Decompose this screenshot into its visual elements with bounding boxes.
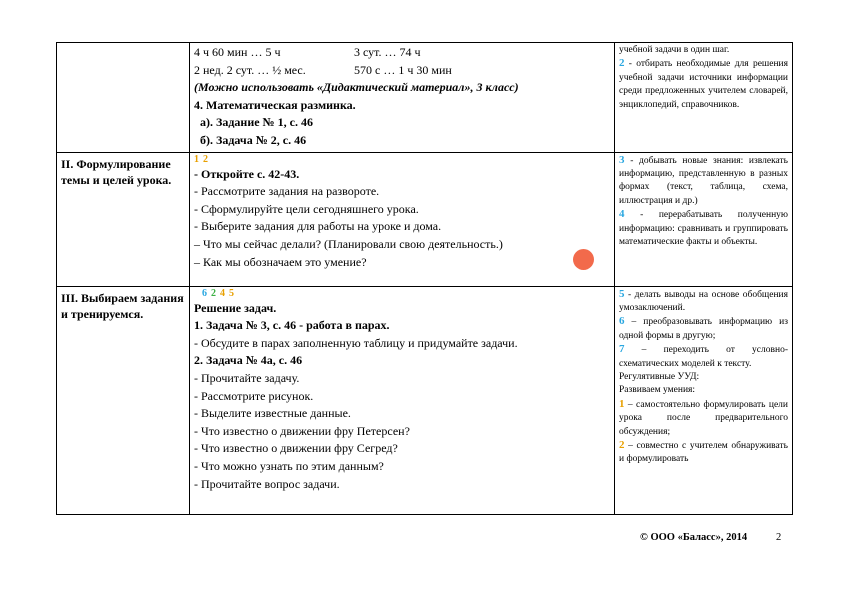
section-heading: Решение задач. bbox=[194, 300, 277, 315]
conversion-line: 2 нед. 2 сут. … ½ мес. 570 с … 1 ч 30 мин bbox=[194, 62, 452, 77]
stage-cell: III. Выбираем задания и тренируемся. bbox=[57, 286, 190, 514]
uud-item: 2 – совместно с учителем обнаруживать и формулировать bbox=[619, 439, 788, 465]
uud-cell bbox=[615, 43, 793, 153]
instruction-line: - Рассмотрите рисунок. bbox=[194, 388, 314, 403]
instruction-line: - Выберите задания для работы на уроке и дома. bbox=[194, 219, 442, 234]
instruction-line: - Что известно о движении фру Сегред? bbox=[194, 441, 398, 456]
task-line: а). Задание № 1, с. 46 bbox=[200, 115, 313, 130]
instruction-line: - Обсудите в парах заполненную таблицу и придумайте задачи. bbox=[194, 335, 518, 350]
instruction-line: - Откройте с. 42-43. bbox=[194, 166, 300, 181]
uud-item: 6 – преобразовывать информацию из одной формы в другую; bbox=[619, 315, 788, 341]
instruction-line: – Что мы сейчас делали? (Планировали свою деятельность.) bbox=[194, 236, 503, 251]
task-line: 2. Задача № 4а, с. 46 bbox=[194, 353, 303, 368]
instruction-line: - Прочитайте вопрос задачи. bbox=[194, 476, 340, 491]
stage-cell: II. Формулирование темы и целей урока. bbox=[57, 152, 190, 286]
instruction-line: - Выделите известные данные. bbox=[194, 406, 351, 421]
page-number: 2 bbox=[776, 532, 782, 543]
copyright-footer: © ООО «Баласс», 2014 bbox=[640, 532, 748, 543]
table-row bbox=[57, 43, 793, 153]
instruction-line: - Сформулируйте цели сегодняшнего урока. bbox=[194, 201, 419, 216]
uud-item: 4 - перерабатывать полученную информацию: сравнивать и группировать математические факты и объекты. bbox=[619, 208, 788, 247]
uud-cell bbox=[615, 152, 793, 286]
stage-cell bbox=[57, 43, 190, 153]
content-cell bbox=[190, 152, 615, 286]
orange-circle-marker bbox=[573, 249, 594, 270]
task-line: 1. Задача № 3, с. 46 - работа в парах. bbox=[194, 318, 390, 333]
content-cell bbox=[190, 286, 615, 514]
content-cell bbox=[190, 43, 615, 153]
regulatory-heading: Регулятивные УУД: bbox=[619, 372, 700, 382]
uud-item: 2 - отбирать необходимые для решения учебной задачи источники информации среди предложенных учителем словарей, энциклопедий, справочников. bbox=[619, 57, 788, 110]
develop-heading: Развиваем умения: bbox=[619, 385, 696, 396]
instruction-line: – Как мы обозначаем это умение? bbox=[194, 254, 367, 269]
instruction-line: - Рассмотрите задания на развороте. bbox=[194, 184, 380, 199]
section-heading: 4. Математическая разминка. bbox=[194, 97, 356, 112]
conversion-line: 4 ч 60 мин … 5 ч 3 сут. … 74 ч bbox=[194, 45, 421, 59]
note-text: (Можно использовать «Дидактический материал», 3 класс) bbox=[194, 80, 519, 95]
uud-numbers: 6 2 4 5 bbox=[202, 287, 234, 299]
table-row bbox=[57, 152, 793, 286]
uud-item: 7 – переходить от условно-схематических моделей к тексту. bbox=[619, 343, 788, 369]
table-row bbox=[57, 286, 793, 514]
uud-item: 5 - делать выводы на основе обобщения умозаключений. bbox=[619, 287, 788, 313]
instruction-line: - Что можно узнать по этим данным? bbox=[194, 458, 384, 473]
instruction-line: - Что известно о движении фру Петерсен? bbox=[194, 423, 410, 438]
uud-item: учебной задачи в один шаг. bbox=[619, 45, 730, 55]
uud-item: 1 – самостоятельно формулировать цели урока после предварительного обсуждения; bbox=[619, 397, 788, 437]
instruction-line: - Прочитайте задачу. bbox=[194, 370, 300, 385]
uud-numbers: 1 2 bbox=[194, 153, 208, 165]
uud-cell bbox=[615, 286, 793, 514]
uud-item: 3 - добывать новые знания: извлекать информацию, представленную в разных формах (текст, таблица, схема, иллюстрация и др.) bbox=[619, 153, 788, 206]
lesson-table bbox=[56, 42, 793, 515]
task-line: б). Задача № 2, с. 46 bbox=[200, 132, 307, 147]
